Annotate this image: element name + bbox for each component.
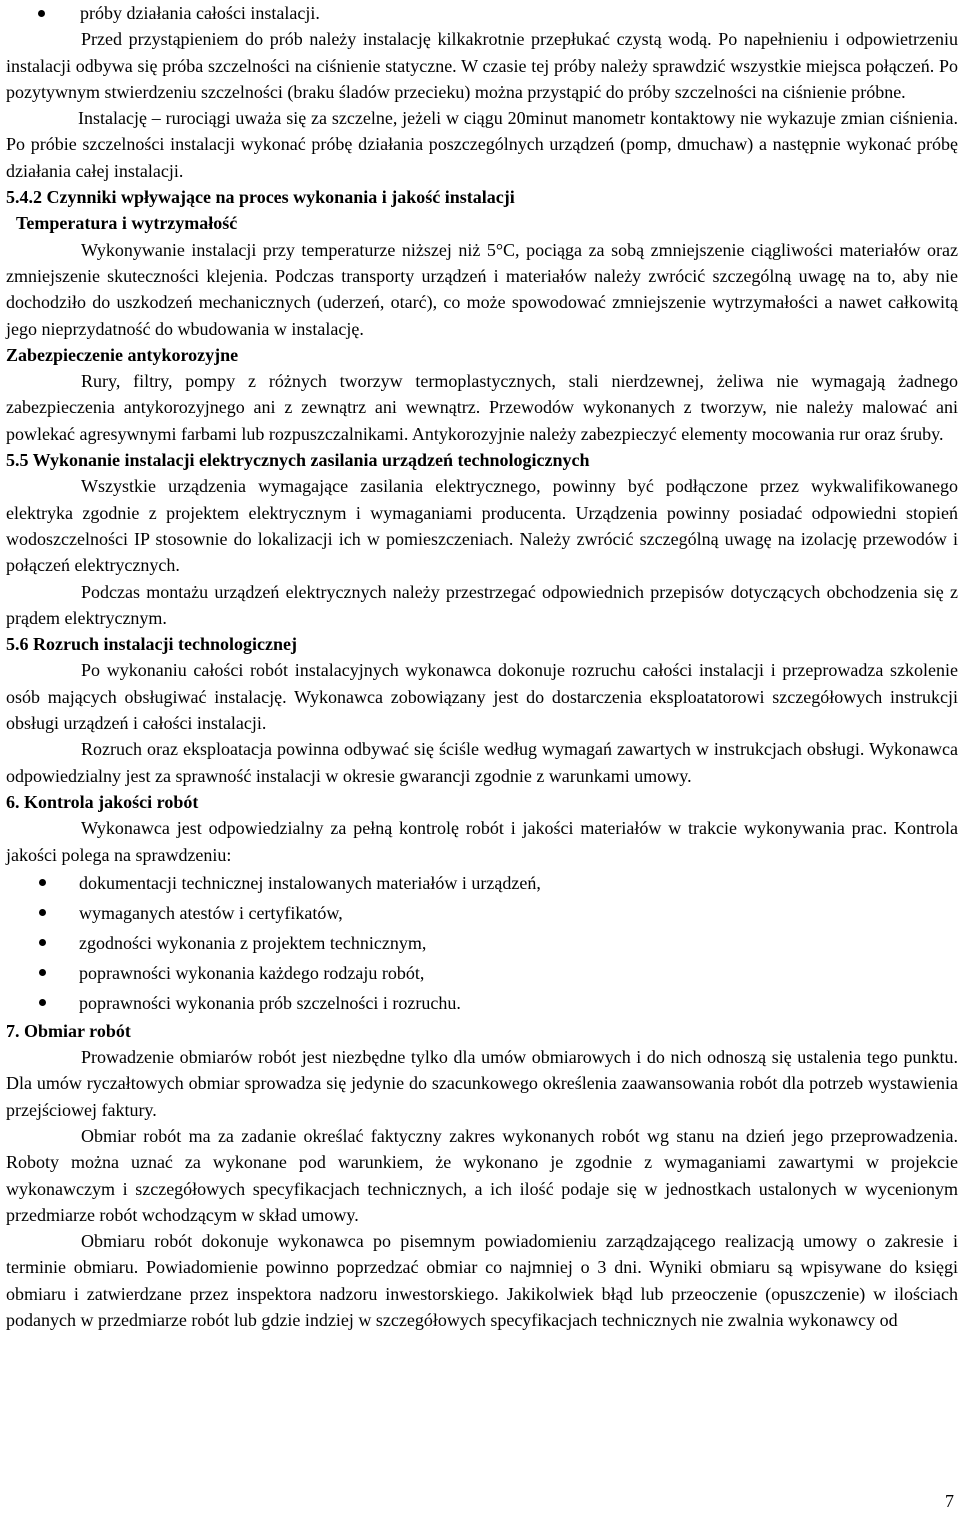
paragraph-quality-control: Wykonawca jest odpowiedzialny za pełną kontrolę robót i jakości materiałów w trakcie wykonywania prac. Kontrola jakości polega na sprawdzeniu: (6, 818, 958, 865)
list-item: zgodności wykonania z projektem technicznym, (6, 928, 958, 958)
document-page (6, 0, 958, 1333)
subheading-temperature: Temperatura i wytrzymałość (16, 213, 238, 234)
list-item: dokumentacji technicznej instalowanych materiałów i urządzeń, (6, 868, 958, 898)
bullet-item: próby działania całości instalacji. (6, 0, 958, 26)
subheading-anticorrosion: Zabezpieczenie antykorozyjne (6, 344, 239, 365)
section-heading-5-6: 5.6 Rozruch instalacji technologicznej (6, 634, 297, 655)
paragraph-electrical-1: Wszystkie urządzenia wymagające zasilania elektrycznego, powinny być podłączone przez wykwalifikowanego elektryka zgodnie z projektem elektrycznym i wymaganiami producenta. Urządzenia powinny posiadać odpowiedni stopień wodoszczelności IP stosownie do lokalizacji ich w pomieszczeniach. Należy zwrócić szczególną uwagę na izolację przewodów i połączeń elektrycznych. (6, 476, 958, 576)
list-item: wymaganych atestów i certyfikatów, (6, 898, 958, 928)
bullet-icon (39, 939, 46, 946)
bullet-icon (39, 879, 46, 886)
paragraph-measurement-1: Prowadzenie obmiarów robót jest niezbędne tylko dla umów obmiarowych i do nich odnoszą się ustalenia tego punktu. Dla umów ryczałtowych obmiar sprowadza się jedynie do szacunkowego określenia zaawansowania robót dla potrzeb wystawienia przejściowej faktury. (6, 1047, 958, 1120)
paragraph-anticorrosion: Rury, filtry, pompy z różnych tworzyw termoplastycznych, stali nierdzewnej, żeliwa nie wymagają żadnego zabezpieczenia antykorozyjnego ani z zewnątrz ani wewnątrz. Przewodów wykonanych z tworzyw, nie należy malować ani powlekać agresywnymi farbami lub rozpuszczalnikami. Antykorozyjnie należy zabezpieczyć elementy mocowania rur oraz śruby. (6, 371, 958, 444)
paragraph-test-procedure: Przed przystąpieniem do prób należy instalację kilkakrotnie przepłukać czystą wodą. Po napełnieniu i odpowietrzeniu instalacji odbywa się próba szczelności na ciśnienie statyczne. W czasie tej próby należy sprawdzić wszystkie miejsca połączeń. Po pozytywnym stwierdzeniu szczelności (braku śladów przecieku) można przystąpić do próby szczelności na ciśnienie próbne. (6, 29, 958, 102)
section-heading-7: 7. Obmiar robót (6, 1020, 131, 1041)
list-item: poprawności wykonania prób szczelności i rozruchu. (6, 988, 958, 1018)
section-heading-5-5: 5.5 Wykonanie instalacji elektrycznych zasilania urządzeń technologicznych (6, 450, 590, 471)
quality-checklist (6, 868, 958, 1018)
paragraph-measurement-2: Obmiar robót ma za zadanie określać faktyczny zakres wykonanych robót wg stanu na dzień jego przeprowadzenia. Roboty można uznać za wykonane pod warunkiem, że wykonano je zgodnie z wymaganiami zawartymi w projekcie wykonawczym i szczegółowych specyfikacjach technicznych, a ich ilość podaje się w jednostkach ustalonych w wycenionym przedmiarze robót wchodzącym w skład umowy. (6, 1125, 958, 1225)
list-item: poprawności wykonania każdego rodzaju robót, (6, 958, 958, 988)
paragraph-tightness-criteria: Instalację – rurociągi uważa się za szczelne, jeżeli w ciągu 20minut manometr kontaktowy nie wykazuje zmian ciśnienia. Po próbie szczelności instalacji wykonać próbę działania poszczególnych urządzeń (pomp, dmuchaw) a następnie wykonać próbę działania całej instalacji. (6, 108, 958, 181)
page-number: 7 (945, 1491, 954, 1511)
section-heading-5-4-2: 5.4.2 Czynniki wpływające na proces wykonania i jakość instalacji (6, 187, 515, 208)
bullet-icon (39, 999, 46, 1006)
paragraph-startup-1: Po wykonaniu całości robót instalacyjnych wykonawca dokonuje rozruchu całości instalacji i przeprowadza szkolenie osób mających obsługiwać instalację. Wykonawca zobowiązany jest do dostarczenia eksploatatorowi szczegółowych instrukcji obsługi urządzeń i całości instalacji. (6, 660, 958, 734)
bullet-icon (39, 909, 46, 916)
paragraph-electrical-2: Podczas montażu urządzeń elektrycznych należy przestrzegać odpowiednich przepisów dotyczących obchodzenia się z prądem elektrycznym. (6, 581, 958, 628)
section-heading-6: 6. Kontrola jakości robót (6, 791, 199, 812)
paragraph-temperature: Wykonywanie instalacji przy temperaturze niższej niż 5°C, pociąga za sobą zmniejszenie ciągliwości materiałów oraz zmniejszenie skuteczności klejenia. Podczas transporty urządzeń i materiałów należy zwrócić szczególną uwagę na to, aby nie dochodziło do uszkodzeń mechanicznych (uderzeń, otarć), co może spowodować zmniejszenie wytrzymałości a nawet całkowitą jego nieprzydatność do wbudowania w instalację. (6, 239, 958, 339)
paragraph-measurement-3: Obmiaru robót dokonuje wykonawca po pisemnym powiadomieniu zarządzającego realizacją umowy o zakresie i terminie obmiaru. Powiadomienie powinno poprzedzać obmiar co najmniej o 3 dni. Wyniki obmiaru są wpisywane do księgi obmiaru i zatwierdzane przez inspektora nadzoru inwestorskiego. Jakikolwiek błąd lub przeoczenie (opuszczenie) w ilościach podanych w przedmiarze robót lub gdzie indziej w szczegółowych specyfikacjach technicznych nie zwalnia wykonawcy od (6, 1231, 958, 1331)
paragraph-startup-2: Rozruch oraz eksploatacja powinna odbywać się ściśle według wymagań zawartych w instrukcjach obsługi. Wykonawca odpowiedzialny jest za sprawność instalacji w okresie gwarancji zgodnie z warunkami umowy. (6, 739, 958, 786)
bullet-icon (39, 969, 46, 976)
